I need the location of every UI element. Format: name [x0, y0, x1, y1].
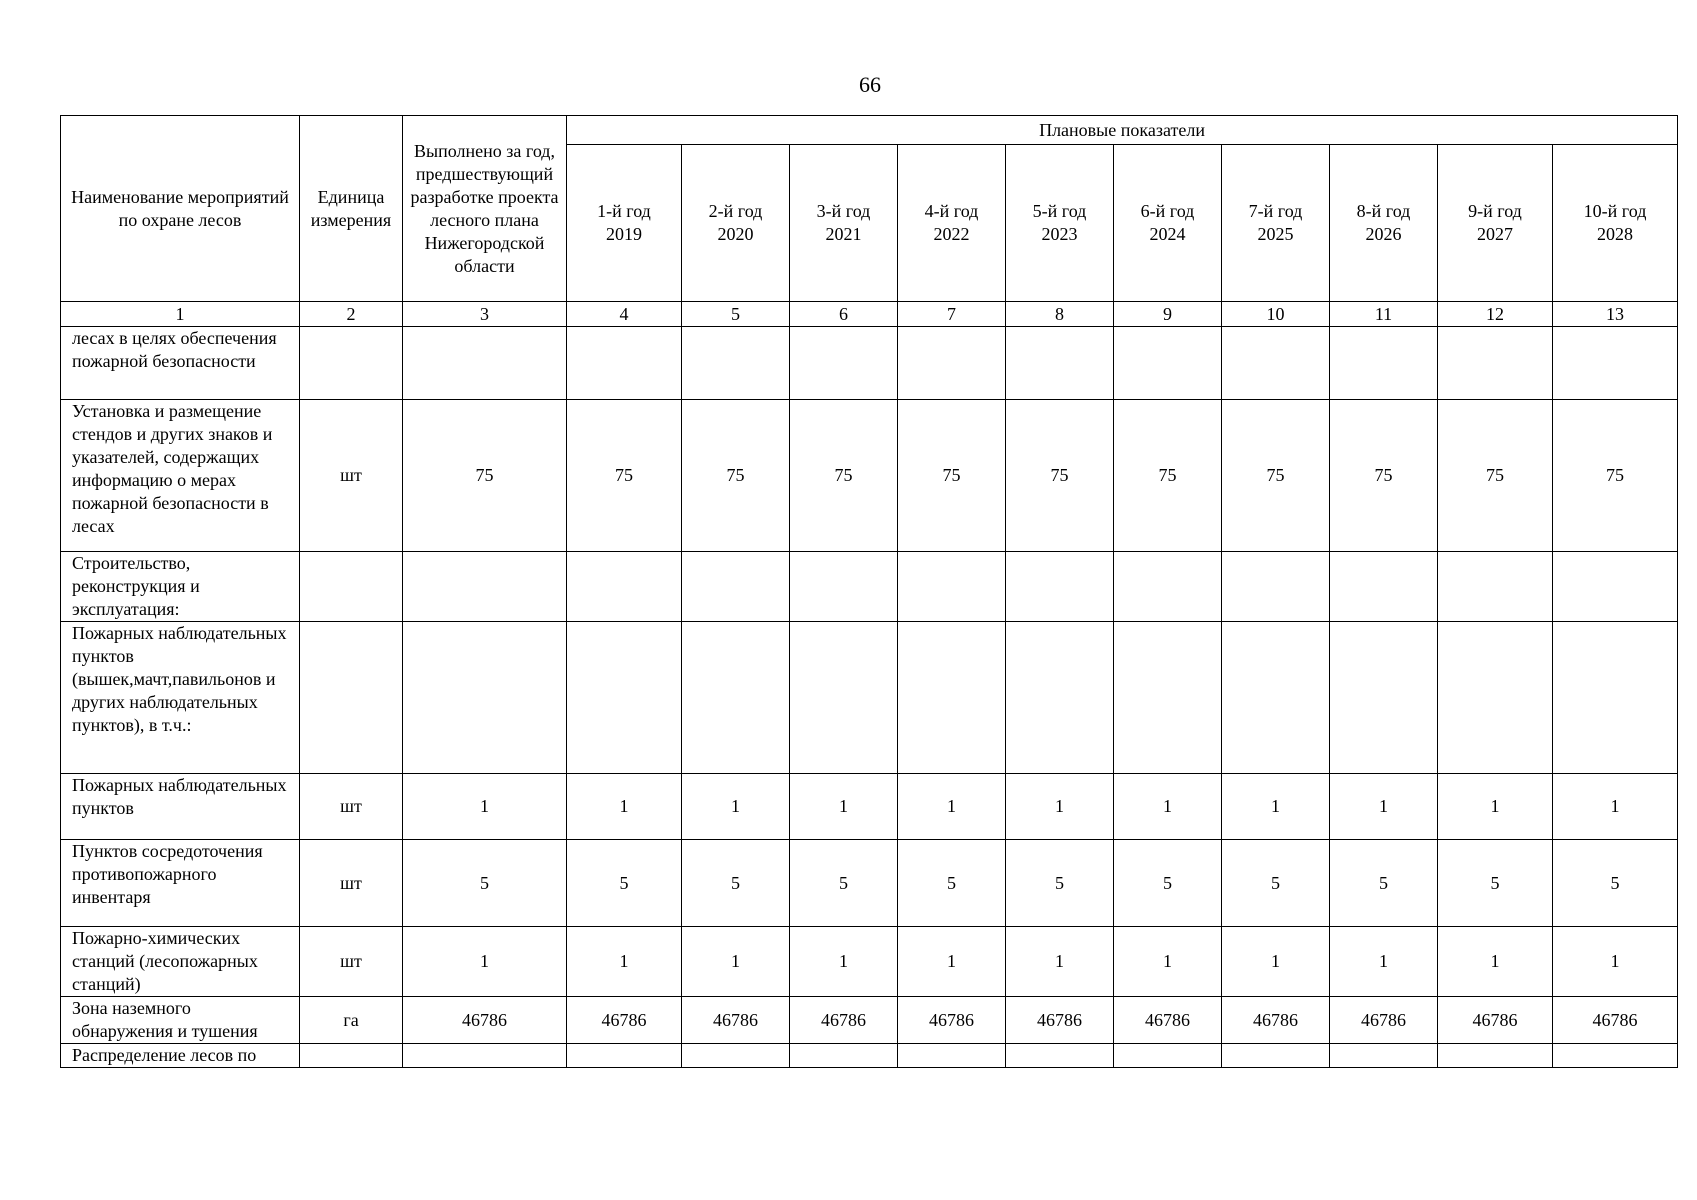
planned-value: 46786 [1222, 997, 1330, 1044]
planned-value [1006, 622, 1114, 774]
table-row [61, 622, 1678, 774]
planned-value: 46786 [898, 997, 1006, 1044]
unit [300, 1044, 403, 1068]
planned-value [1114, 552, 1222, 622]
completed-value: 75 [403, 400, 567, 552]
planned-value: 46786 [1114, 997, 1222, 1044]
planned-value [1553, 552, 1678, 622]
planned-value [567, 327, 682, 400]
year-value: 2020 [717, 224, 754, 244]
planned-value [567, 622, 682, 774]
column-number: 9 [1114, 302, 1222, 327]
table-row [61, 997, 1678, 1044]
completed-value: 1 [403, 927, 567, 997]
planned-value: 46786 [1438, 997, 1553, 1044]
planned-value: 1 [1114, 774, 1222, 840]
planned-value [1222, 327, 1330, 400]
column-number: 11 [1330, 302, 1438, 327]
header-year-9 [1438, 145, 1553, 302]
table-row [61, 840, 1678, 927]
forest-protection-table [60, 115, 1678, 1068]
unit: шт [300, 927, 403, 997]
year-label: 9-й год [1468, 201, 1522, 221]
planned-value [790, 622, 898, 774]
planned-value: 1 [1114, 927, 1222, 997]
unit [300, 622, 403, 774]
activity-name: Строительство, реконструкция и эксплуатация: [61, 552, 300, 622]
planned-value [1553, 622, 1678, 774]
column-number: 12 [1438, 302, 1553, 327]
activity-name: Пунктов сосредоточения противопожарного инвентаря [61, 840, 300, 927]
planned-value: 75 [567, 400, 682, 552]
year-label: 5-й год [1032, 201, 1087, 221]
planned-value: 1 [1438, 774, 1553, 840]
planned-value: 1 [567, 774, 682, 840]
year-label: 2-й год [708, 201, 763, 221]
planned-value: 46786 [1006, 997, 1114, 1044]
activity-name: Пожарных наблюдательных пунктов [61, 774, 300, 840]
planned-value [1438, 1044, 1553, 1068]
column-number: 5 [682, 302, 790, 327]
activity-name: Зона наземного обнаружения и тушения [61, 997, 300, 1044]
year-label: 4-й год [924, 201, 979, 221]
planned-value [1222, 1044, 1330, 1068]
planned-value: 5 [1553, 840, 1678, 927]
planned-value: 1 [1438, 927, 1553, 997]
header-year-6 [1114, 145, 1222, 302]
year-label: 10-й год [1583, 201, 1647, 221]
planned-value [1006, 552, 1114, 622]
planned-value [567, 552, 682, 622]
planned-value [682, 552, 790, 622]
year-value: 2027 [1477, 224, 1513, 244]
completed-value: 46786 [403, 997, 567, 1044]
column-number: 2 [300, 302, 403, 327]
table-row [61, 927, 1678, 997]
planned-value: 5 [1438, 840, 1553, 927]
planned-value: 5 [1114, 840, 1222, 927]
planned-value [1553, 1044, 1678, 1068]
planned-value: 46786 [682, 997, 790, 1044]
year-value: 2023 [1041, 224, 1078, 244]
planned-value: 1 [1222, 927, 1330, 997]
activity-name: Пожарно-химических станций (лесопожарных станций) [61, 927, 300, 997]
planned-value [790, 327, 898, 400]
planned-value: 1 [1006, 927, 1114, 997]
planned-value [1438, 327, 1553, 400]
planned-value [790, 552, 898, 622]
planned-value [1006, 327, 1114, 400]
planned-value: 1 [1330, 927, 1438, 997]
unit: га [300, 997, 403, 1044]
unit [300, 552, 403, 622]
year-label: 7-й год [1248, 201, 1303, 221]
planned-value: 46786 [1553, 997, 1678, 1044]
header-year-10 [1553, 145, 1678, 302]
planned-value: 5 [682, 840, 790, 927]
planned-value: 75 [682, 400, 790, 552]
year-label: 3-й год [816, 201, 871, 221]
planned-value: 5 [790, 840, 898, 927]
header-completed-previous-year: Выполнено за год, предшествующий разработке проекта лесного плана Нижегородской области [403, 116, 567, 302]
planned-value [567, 1044, 682, 1068]
completed-value: 1 [403, 774, 567, 840]
planned-value: 1 [682, 927, 790, 997]
planned-value [1114, 1044, 1222, 1068]
completed-value [403, 327, 567, 400]
header-year-3 [790, 145, 898, 302]
planned-value: 1 [1330, 774, 1438, 840]
planned-value: 46786 [567, 997, 682, 1044]
column-number: 6 [790, 302, 898, 327]
planned-value [682, 1044, 790, 1068]
column-number: 1 [61, 302, 300, 327]
planned-value: 1 [898, 774, 1006, 840]
table-row [61, 400, 1678, 552]
year-value: 2026 [1365, 224, 1402, 244]
planned-value: 46786 [1330, 997, 1438, 1044]
planned-value [1222, 552, 1330, 622]
planned-value: 5 [1006, 840, 1114, 927]
planned-value [790, 1044, 898, 1068]
header-planned-indicators: Плановые показатели [567, 116, 1678, 145]
planned-value: 1 [567, 927, 682, 997]
year-value: 2019 [606, 224, 642, 244]
completed-value [403, 622, 567, 774]
table-row [61, 774, 1678, 840]
activity-name: лесах в целях обеспечения пожарной безопасности [61, 327, 300, 400]
year-value: 2021 [825, 224, 862, 244]
planned-value: 75 [1330, 400, 1438, 552]
planned-value [1330, 552, 1438, 622]
column-number: 13 [1553, 302, 1678, 327]
year-value: 2025 [1257, 224, 1294, 244]
planned-value: 1 [790, 774, 898, 840]
planned-value: 75 [1553, 400, 1678, 552]
planned-value [1553, 327, 1678, 400]
planned-value [898, 1044, 1006, 1068]
planned-value [898, 622, 1006, 774]
planned-value: 75 [1438, 400, 1553, 552]
planned-value: 1 [1006, 774, 1114, 840]
planned-value [898, 552, 1006, 622]
unit: шт [300, 840, 403, 927]
planned-value: 1 [1553, 774, 1678, 840]
header-year-7 [1222, 145, 1330, 302]
table-row [61, 1044, 1678, 1068]
completed-value [403, 552, 567, 622]
planned-value: 1 [1553, 927, 1678, 997]
planned-value [682, 622, 790, 774]
activity-name: Пожарных наблюдательных пунктов (вышек,мачт,павильонов и других наблюдательных пунктов), в т.ч.: [61, 622, 300, 774]
year-label: 1-й год [597, 201, 651, 221]
unit: шт [300, 774, 403, 840]
planned-value: 5 [1222, 840, 1330, 927]
planned-value [1330, 1044, 1438, 1068]
header-year-5 [1006, 145, 1114, 302]
planned-value: 75 [1006, 400, 1114, 552]
unit [300, 327, 403, 400]
planned-value: 46786 [790, 997, 898, 1044]
year-value: 2024 [1149, 224, 1186, 244]
completed-value: 5 [403, 840, 567, 927]
header-year-1 [567, 145, 682, 302]
planned-value: 75 [790, 400, 898, 552]
table-row [61, 327, 1678, 400]
planned-value: 1 [898, 927, 1006, 997]
planned-value: 75 [1114, 400, 1222, 552]
column-number: 7 [898, 302, 1006, 327]
completed-value [403, 1044, 567, 1068]
activity-name: Установка и размещение стендов и других знаков и указателей, содержащих информацию о мерах пожарной безопасности в лесах [61, 400, 300, 552]
year-value: 2022 [933, 224, 970, 244]
planned-value [1330, 622, 1438, 774]
column-number: 4 [567, 302, 682, 327]
planned-value [682, 327, 790, 400]
planned-value: 5 [898, 840, 1006, 927]
year-label: 8-й год [1356, 201, 1411, 221]
planned-value: 5 [1330, 840, 1438, 927]
header-unit: Единица измерения [300, 116, 403, 302]
planned-value [1438, 622, 1553, 774]
planned-value: 1 [1222, 774, 1330, 840]
column-number: 10 [1222, 302, 1330, 327]
planned-value: 5 [567, 840, 682, 927]
header-year-4 [898, 145, 1006, 302]
activity-name: Распределение лесов по [61, 1044, 300, 1068]
header-activity-name: Наименование мероприятий по охране лесов [61, 116, 300, 302]
header-year-8 [1330, 145, 1438, 302]
planned-value [1438, 552, 1553, 622]
page-number: 66 [859, 72, 881, 97]
planned-value [898, 327, 1006, 400]
table-row [61, 552, 1678, 622]
planned-value [1006, 1044, 1114, 1068]
planned-value [1222, 622, 1330, 774]
planned-value: 75 [1222, 400, 1330, 552]
column-number: 3 [403, 302, 567, 327]
planned-value: 1 [682, 774, 790, 840]
year-label: 6-й год [1140, 201, 1195, 221]
year-value: 2028 [1597, 224, 1634, 244]
planned-value [1114, 622, 1222, 774]
planned-value [1114, 327, 1222, 400]
planned-value: 75 [898, 400, 1006, 552]
column-number: 8 [1006, 302, 1114, 327]
planned-value [1330, 327, 1438, 400]
header-year-2 [682, 145, 790, 302]
unit: шт [300, 400, 403, 552]
planned-value: 1 [790, 927, 898, 997]
